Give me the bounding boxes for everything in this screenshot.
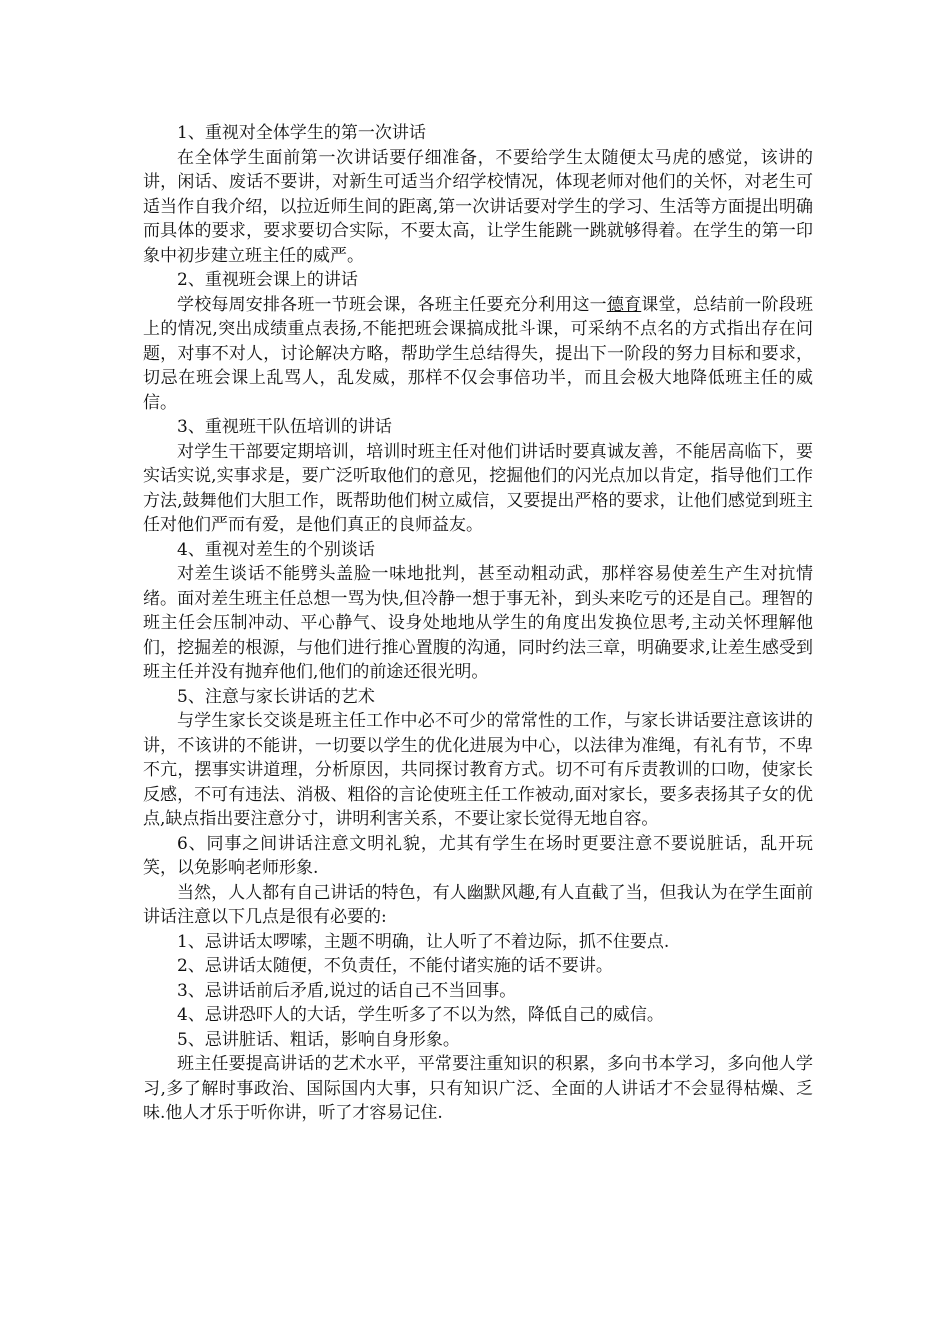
section-4-heading: 4、重视对差生的个别谈话 [177,539,375,560]
section-1-heading: 1、重视对全体学生的第一次讲话 [177,123,426,143]
section-2-body-start: 学校每周安排各班一节班会课，各班主任要充分利用这一 [177,294,607,315]
taboo-item: 5、忌讲脏话、粗话，影响自身形象。 [177,1029,460,1050]
taboo-item: 1、忌讲话太啰嗦，主题不明确，让人听了不着边际，抓不住要点. [177,931,670,952]
moral-education-link[interactable]: 德育 [606,294,642,315]
section-3-heading: 3、重视班干队伍培训的讲话 [177,417,392,437]
taboo-item: 2、忌讲话太随便，不负责任，不能付诸实施的话不要讲。 [177,956,613,976]
taboo-item: 4、忌讲恐吓人的大话，学生听多了不以为然，降低自己的威信。 [177,1005,664,1025]
section-2-body-end: 课堂，总结前一阶段班上的情况,突出成绩重点表扬,不能把班会课搞成批斗课，可采纳不点名的方式指出存在问题，对事不对人，讨论解决方略，帮助学生总结得失，提出下一阶段的努力目标和要求，切忌在班会课上乱骂人，乱发威，那样不仅会事倍功半，而且会极大地降低班主任的威信。 [143,294,814,413]
section-5-heading: 5、注意与家长讲话的艺术 [177,686,375,707]
document-body [143,121,813,1126]
intro-paragraph: 当然，人人都有自己讲话的特色，有人幽默风趣,有人直截了当，但我认为在学生面前讲话注意以下几点是很有必要的: [143,882,813,927]
section-3-body: 对学生干部要定期培训，培训时班主任对他们讲话时要真诚友善，不能居高临下，要实话实说,实事求是，要广泛听取他们的意见，挖掘他们的闪光点加以肯定，指导他们工作方法,鼓舞他们大胆工作，既帮助他们树立威信，又要提出严格的要求，让他们感觉到班主任对他们严而有爱，是他们真正的良师益友。 [143,441,813,535]
section-6-body: 6、同事之间讲话注意文明礼貌，尤其有学生在场时更要注意不要说脏话，乱开玩笑，以免影响老师形象. [143,833,813,878]
taboo-item: 3、忌讲话前后矛盾,说过的话自己不当回事。 [177,980,517,1001]
section-2-heading: 2、重视班会课上的讲话 [177,270,358,290]
section-4-body: 对差生谈话不能劈头盖脸一味地批判，甚至动粗动武，那样容易使差生产生对抗情绪。面对差生班主任总想一骂为快,但冷静一想于事无补，到头来吃亏的还是自己。理智的班主任会压制冲动、平心静气、设身处地地从学生的角度出发换位思考,主动关怀理解他们，挖掘差的根源，与他们进行推心置腹的沟通，同时约法三章，明确要求,让差生感受到班主任并没有抛弃他们,他们的前途还很光明。 [143,564,813,682]
section-2-body [143,293,813,416]
conclusion-paragraph: 班主任要提高讲话的艺术水平，平常要注重知识的积累，多向书本学习，多向他人学习,多了解时事政治、国际国内大事，只有知识广泛、全面的人讲话才不会显得枯燥、乏味.他人才乐于听你讲，听了才容易记住. [143,1054,813,1123]
section-5-body: 与学生家长交谈是班主任工作中必不可少的常常性的工作，与家长讲话要注意该讲的讲，不该讲的不能讲，一切要以学生的优化进展为中心，以法律为准绳，有礼有节，不卑不亢，摆事实讲道理，分析原因，共同探讨教育方式。切不可有斥责教训的口吻，使家长反感，不可有违法、消极、粗俗的言论使班主任工作被动,面对家长，要多表扬其子女的优点,缺点指出要注意分寸，讲明利害关系，不要让家长觉得无地自容。 [143,711,813,829]
section-1-body: 在全体学生面前第一次讲话要仔细准备，不要给学生太随便太马虎的感觉，该讲的讲，闲话、废话不要讲，对新生可适当介绍学校情况，体现老师对他们的关怀，对老生可适当作自我介绍，以拉近师生间的距离,第一次讲话要对学生的学习、生活等方面提出明确而具体的要求，要求要切合实际，不要太高，让学生能跳一跳就够得着。在学生的第一印象中初步建立班主任的威严。 [143,147,813,266]
